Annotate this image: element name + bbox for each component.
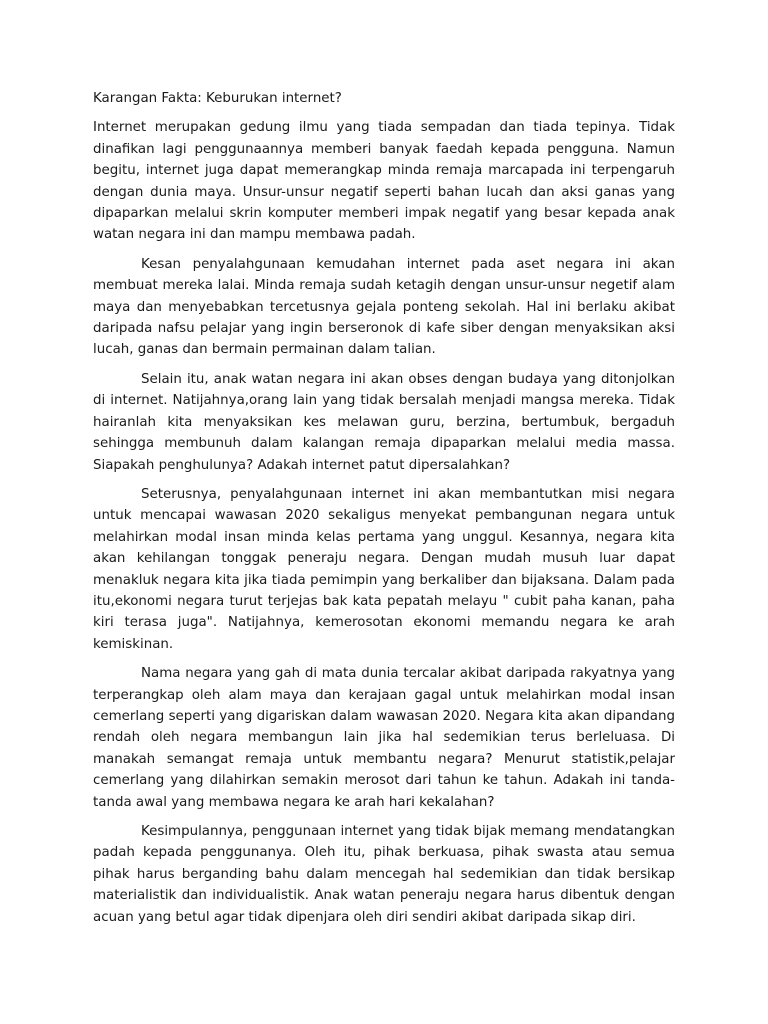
paragraph-5: Nama negara yang gah di mata dunia tercalar akibat daripada rakyatnya yang terperangkap oleh alam maya dan kerajaan gagal untuk melahirkan modal insan cemerlang seperti yang digariskan dalam wawasan 2020. Negara kita akan dipandang rendah oleh negara membangun lain jika hal sedemikian terus berleluasa. Di manakah semangat remaja untuk membantu negara? Menurut statistik,pelajar cemerlang yang dilahirkan semakin merosot dari tahun ke tahun. Adakah ini tanda-tanda awal yang membawa negara ke arah hari kekalahan? [93, 666, 675, 810]
paragraph-intro: Internet merupakan gedung ilmu yang tiada sempadan dan tiada tepinya. Tidak dinafikan lagi penggunaannya memberi banyak faedah kepada pengguna. Namun begitu, internet juga dapat memerangkap minda remaja marcapada ini terpengaruh dengan dunia maya. Unsur-unsur negatif seperti bahan lucah dan aksi ganas yang dipaparkan melalui skrin komputer memberi impak negatif yang besar kepada anak watan negara ini dan mampu membawa padah. [93, 120, 675, 243]
paragraph-4: Seterusnya, penyalahgunaan internet ini akan membantutkan misi negara untuk mencapai wawasan 2020 sekaligus menyekat pembangunan negara untuk melahirkan modal insan minda kelas pertama yang unggul. Kesannya, negara kita akan kehilangan tonggak peneraju negara. Dengan mudah musuh luar dapat menakluk negara kita jika tiada pemimpin yang berkaliber dan bijaksana. Dalam pada itu,ekonomi negara turut terjejas bak kata pepatah melayu " cubit paha kanan, paha kiri terasa juga". Natijahnya, kemerosotan ekonomi memandu negara ke arah kemiskinan. [93, 486, 675, 652]
paragraph-2: Kesan penyalahgunaan kemudahan internet pada aset negara ini akan membuat mereka lalai. Minda remaja sudah ketagih dengan unsur-unsur negetif alam maya dan menyebabkan tercetusnya gejala ponteng sekolah. Hal ini berlaku akibat daripada nafsu pelajar yang ingin berseronok di kafe siber dengan menyaksikan aksi lucah, ganas dan bermain permainan dalam talian. [93, 256, 675, 358]
paragraph-3: Selain itu, anak watan negara ini akan obses dengan budaya yang ditonjolkan di internet. Natijahnya,orang lain yang tidak bersalah menjadi mangsa mereka. Tidak hairanlah kita menyaksikan kes melawan guru, berzina, bertumbuk, bergaduh sehingga membunuh dalam kalangan remaja dipaparkan melalui media massa. Siapakah penghulunya? Adakah internet patut dipersalahkan? [93, 371, 675, 473]
paragraph-conclusion: Kesimpulannya, penggunaan internet yang tidak bijak memang mendatangkan padah kepada penggunanya. Oleh itu, pihak berkuasa, pihak swasta atau semua pihak harus berganding bahu dalam mencegah hal sedemikian dan tidak bersikap materialistik dan individualistik. Anak watan peneraju negara harus dibentuk dengan acuan yang betul agar tidak dipenjara oleh diri sendiri akibat daripada sikap diri. [93, 824, 675, 925]
document-title: Karangan Fakta: Keburukan internet? [93, 91, 342, 106]
document-body [93, 88, 675, 936]
